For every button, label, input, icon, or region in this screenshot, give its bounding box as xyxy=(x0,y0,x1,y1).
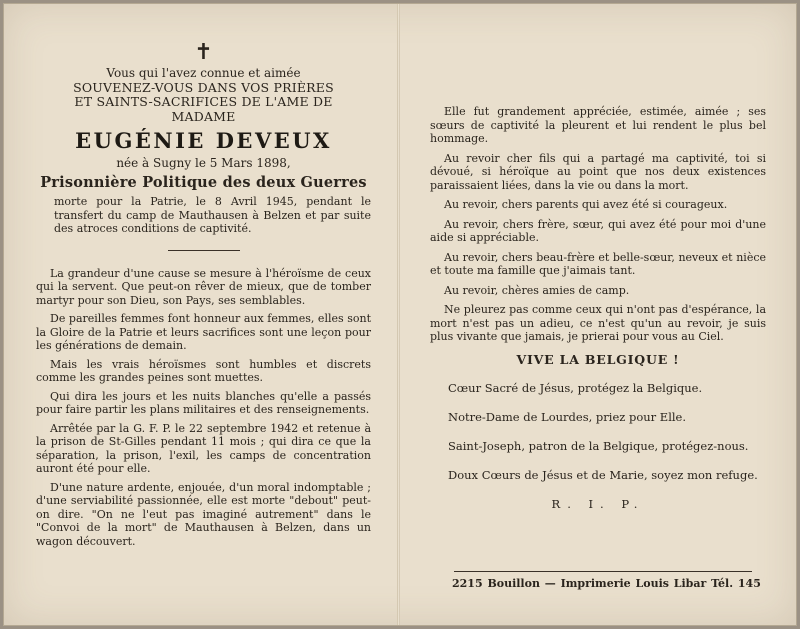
right-paragraph: Au revoir, chers frère, sœur, qui avez été pour moi d'une aide si appréciable. xyxy=(430,217,766,244)
deceased-name: EUGÉNIE DEVEUX xyxy=(75,128,332,153)
vive-la-belgique: VIVE LA BELGIQUE ! xyxy=(516,351,680,367)
remember-line-1: SOUVENEZ-VOUS DANS VOS PRIÈRES xyxy=(73,79,334,95)
prayer-line: Notre-Dame de Lourdes, priez pour Elle. xyxy=(448,409,687,424)
prayer-line: Doux Cœurs de Jésus et de Marie, soyez mon refuge. xyxy=(448,467,758,482)
right-paragraph: Au revoir, chères amies de camp. xyxy=(444,283,630,297)
footer-divider xyxy=(454,571,752,572)
right-paragraph: Au revoir, chers beau-frère et belle-sœur, neveux et nièce et toute ma famille que j'aimais tant. xyxy=(430,250,766,277)
madame-line: MADAME xyxy=(171,108,236,124)
right-paragraph: Ne pleurez pas comme ceux qui n'ont pas d'espérance, la mort n'est pas un adieu, ce n'est qu'un au revoir, je suis plus vivante que jamais, je prierai pour vous au Ciel. xyxy=(430,303,766,343)
prayer-line: Cœur Sacré de Jésus, protégez la Belgique. xyxy=(448,380,703,395)
left-page xyxy=(4,4,397,625)
right-paragraph: Au revoir cher fils qui a partagé ma captivité, toi si dévoué, si héroïque au point que nos deux existences paraissaient liées, dans la vie ou dans la mort. xyxy=(430,151,766,192)
right-page xyxy=(400,4,796,625)
left-paragraph: Mais les vrais héroïsmes sont humbles et discrets comme les grandes peines sont muettes. xyxy=(36,357,371,384)
left-paragraph: De pareilles femmes font honneur aux femmes, elles sont la Gloire de la Patrie et leurs sacrifices sont une leçon pour les générations de demain. xyxy=(36,312,371,352)
left-paragraph: Qui dira les jours et les nuits blanches qu'elle a passés pour faire partir les plans militaires et des renseignements. xyxy=(36,389,371,416)
left-paragraph: D'une nature ardente, enjouée, d'un moral indomptable ; d'une serviabilité passionnée, elle est morte "debout" peut-on dire. "On ne l'eut pas imaginé autrement" dans le "Convoi de la mort" de Mauthausen à Belzen, dans un wagon découvert. xyxy=(36,480,371,548)
right-paragraph: Elle fut grandement appréciée, estimée, aimée ; ses sœurs de captivité la pleurent et lui rendent le plus bel hommage. xyxy=(430,105,766,145)
divider xyxy=(168,250,240,251)
cross-icon: ✝ xyxy=(194,40,213,65)
rip-line: R. I. P. xyxy=(551,496,645,511)
left-paragraph: La grandeur d'une cause se mesure à l'héroïsme de ceux qui la servent. Que peut-on rêver de mieux, que de tomber martyr pour son Dieu, son Pays, ses semblables. xyxy=(36,266,371,307)
birth-line: née à Sugny le 5 Mars 1898, xyxy=(116,156,291,170)
farewell-section xyxy=(430,105,766,344)
prayer-line: Saint-Joseph, patron de la Belgique, protégez-nous. xyxy=(448,438,749,453)
left-paragraph: Arrêtée par la G. F. P. le 22 septembre 1942 et retenue à la prison de St-Gilles pendant 11 mois ; qui dira ce que la séparation, la prison, l'exil, les camps de concentration auront été pour elle. xyxy=(36,421,371,475)
right-paragraph: Au revoir, chers parents qui avez été si courageux. xyxy=(444,198,728,211)
left-body xyxy=(36,267,371,549)
death-paragraph: morte pour la Patrie, le 8 Avril 1945, pendant le transfert du camp de Mauthausen à Belzen et par suite des atroces conditions de captivité. xyxy=(54,195,371,235)
intro-line: Vous qui l'avez connue et aimée xyxy=(106,66,301,80)
printer-footer: 2215 Bouillon — Imprimerie Louis Libar Tél. 145 xyxy=(452,577,761,590)
remember-line-2: ET SAINTS-SACRIFICES DE L'AME DE xyxy=(74,94,333,109)
status-title: Prisonnière Politique des deux Guerres xyxy=(40,174,367,191)
